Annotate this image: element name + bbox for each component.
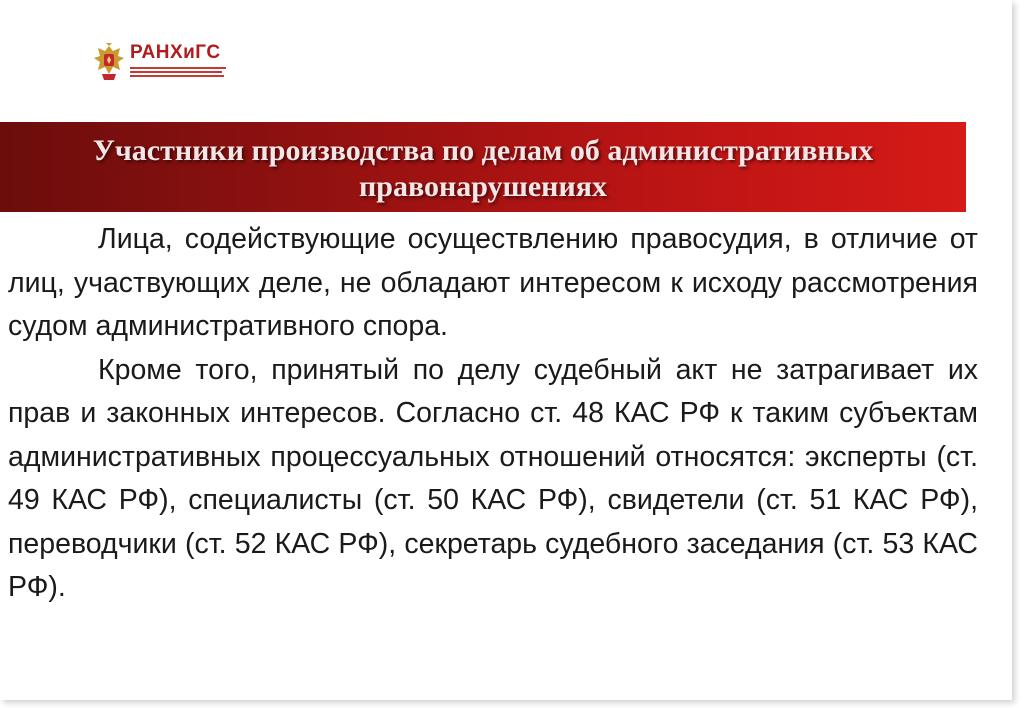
logo-subtitle-line bbox=[130, 71, 222, 73]
eagle-emblem-icon bbox=[92, 42, 126, 82]
logo-subtitle-line bbox=[130, 67, 226, 69]
slide-title: Участники производства по делам об административных правонарушениях bbox=[92, 134, 874, 203]
logo-subtitle-line bbox=[130, 75, 224, 77]
slide-body bbox=[8, 218, 978, 610]
ranepa-logo bbox=[92, 40, 232, 84]
body-paragraph: Лица, содействующие осуществлению правосудия, в отличие от лиц, участвующих деле, не обладают интересом к исходу рассмотрения судом административного спора. bbox=[8, 223, 978, 342]
body-paragraph: Кроме того, принятый по делу судебный акт не затрагивает их прав и законных интересов. Согласно ст. 48 КАС РФ к таким субъектам административных процессуальных отношений относятся: эксперты (ст. 49 КАС РФ), специалисты (ст. 50 КАС РФ), свидетели (ст. 51 КАС РФ), переводчики (ст. 52 КАС РФ), секретарь судебного заседания (ст. 53 КАС РФ). bbox=[8, 353, 978, 603]
logo-name: РАНХиГС bbox=[130, 42, 221, 63]
